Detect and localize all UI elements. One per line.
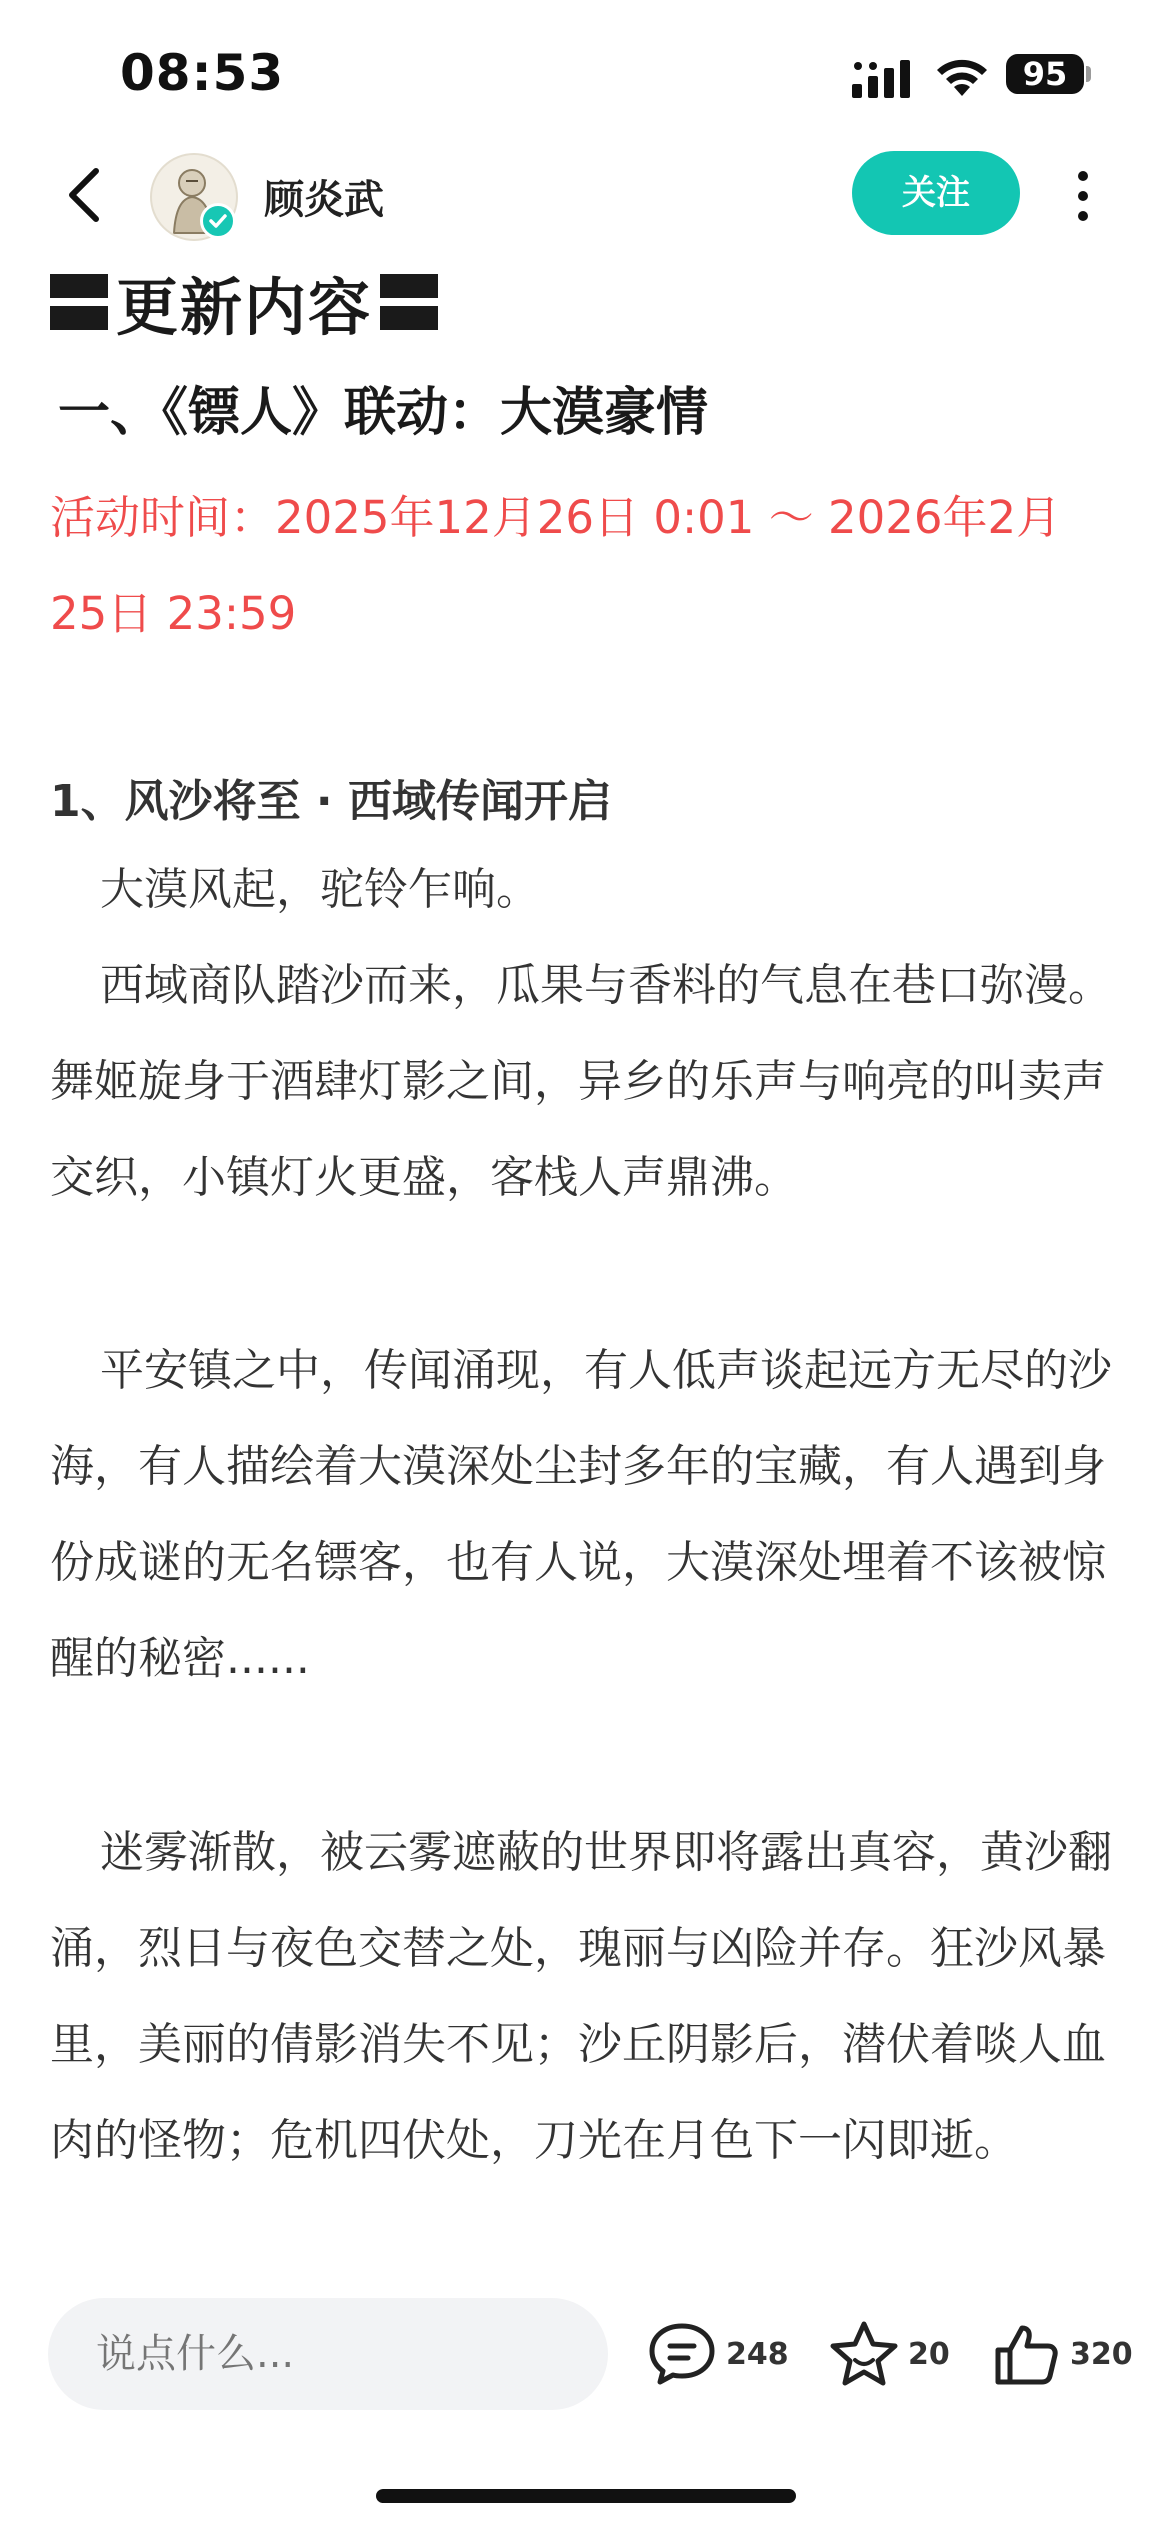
- section-title-text: 更新内容: [116, 270, 373, 344]
- battery-icon: 95: [1006, 54, 1084, 94]
- article-subheading: 1、风沙将至 · 西域传闻开启: [50, 776, 612, 827]
- back-icon[interactable]: [60, 165, 110, 225]
- status-bar: [0, 0, 1170, 140]
- comment-input[interactable]: [48, 2298, 608, 2410]
- star-icon: [828, 2318, 900, 2390]
- status-time: 08:53: [120, 44, 285, 102]
- section-bar-left-icon: [50, 274, 108, 330]
- thumbs-up-icon: [990, 2318, 1062, 2390]
- verified-badge-icon: [200, 203, 236, 239]
- paragraph-2: 西域商队踏沙而来，瓜果与香料的气息在巷口弥漫。舞姬旋身于酒肆灯影之间，异乡的乐声与响亮的叫卖声交织，小镇灯火更盛，客栈人声鼎沸。: [50, 960, 1112, 1203]
- post-header: [0, 140, 1170, 250]
- like-count: 320: [1070, 2336, 1133, 2372]
- paragraph-1: 大漠风起，驼铃乍响。: [100, 864, 540, 915]
- section-title: [50, 262, 438, 342]
- author-name[interactable]: 顾炎武: [264, 177, 384, 223]
- section-bar-right-icon: [380, 274, 438, 330]
- battery-tip: [1086, 66, 1091, 82]
- event-time: 活动时间：2025年12月26日 0:01 ～ 2026年2月25日 23:59: [50, 491, 1062, 640]
- cellular-signal-icon: [852, 58, 916, 98]
- like-button[interactable]: [990, 2314, 1133, 2394]
- wifi-icon: [934, 54, 990, 98]
- comment-icon: [646, 2318, 718, 2390]
- paragraph-3: 平安镇之中，传闻涌现，有人低声谈起远方无尽的沙海，有人描绘着大漠深处尘封多年的宝藏，有人遇到身份成谜的无名镖客，也有人说，大漠深处埋着不该被惊醒的秘密......: [50, 1345, 1112, 1684]
- more-options-icon[interactable]: [1066, 168, 1100, 224]
- follow-button[interactable]: 关注: [852, 151, 1020, 235]
- article-heading: 一、《镖人》联动：大漠豪情: [58, 383, 709, 443]
- paragraph-4: 迷雾渐散，被云雾遮蔽的世界即将露出真容，黄沙翻涌，烈日与夜色交替之处，瑰丽与凶险并存。狂沙风暴里，美丽的倩影消失不见；沙丘阴影后，潜伏着啖人血肉的怪物；危机四伏处，刀光在月色下一闪即逝。: [50, 1827, 1112, 2166]
- home-indicator[interactable]: [376, 2489, 796, 2503]
- comment-button[interactable]: [646, 2314, 789, 2394]
- comment-count: 248: [726, 2336, 789, 2372]
- content-fade: [0, 2200, 1170, 2280]
- favorite-button[interactable]: [828, 2314, 950, 2394]
- favorite-count: 20: [908, 2336, 950, 2372]
